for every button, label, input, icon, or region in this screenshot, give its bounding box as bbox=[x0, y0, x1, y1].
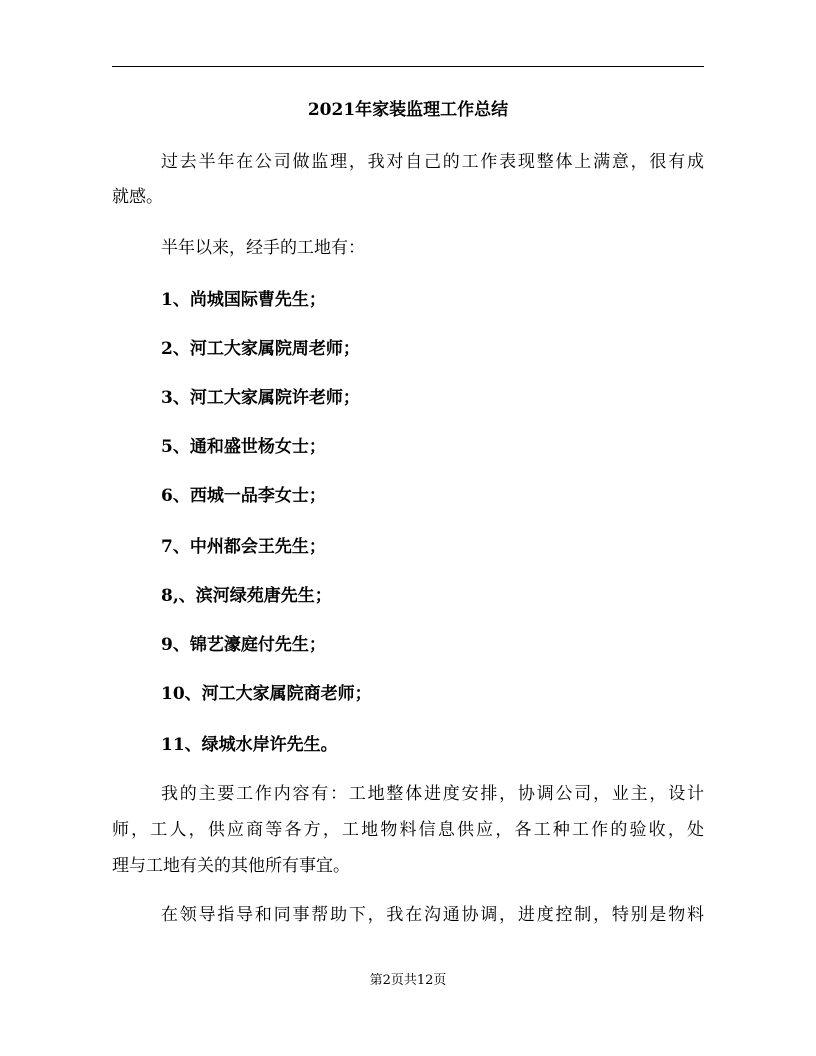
intro-paragraph-line-2: 就感。 bbox=[112, 187, 163, 207]
summary-paragraph-line-1: 在领导指导和同事帮助下，我在沟通协调，进度控制，特别是物料 bbox=[161, 905, 704, 925]
site-list-item: 9、锦艺濠庭付先生； bbox=[161, 635, 326, 655]
work-content-line-1: 我的主要工作内容有：工地整体进度安排，协调公司，业主，设计 bbox=[161, 784, 704, 804]
work-content-line-3: 理与工地有关的其他所有事宜。 bbox=[112, 856, 350, 876]
page-number: 第2页共12页 bbox=[369, 973, 447, 988]
site-list-item: 10、河工大家属院商老师； bbox=[161, 684, 372, 704]
site-list-item: 11、绿城水岸许先生。 bbox=[161, 735, 338, 755]
site-list-item: 6、西城一品李女士； bbox=[161, 486, 326, 506]
site-list-item: 3、河工大家属院许老师； bbox=[161, 388, 360, 408]
document-title: 2021年家装监理工作总结 bbox=[307, 100, 509, 120]
site-list-item: 5、通和盛世杨女士； bbox=[161, 437, 326, 457]
header-rule bbox=[112, 66, 704, 67]
site-list-item: 1、尚城国际曹先生； bbox=[161, 290, 326, 310]
intro-paragraph-line-1: 过去半年在公司做监理，我对自己的工作表现整体上满意，很有成 bbox=[161, 152, 704, 172]
site-list-item: 7、中州都会王先生； bbox=[161, 537, 326, 557]
sites-intro-text: 半年以来，经手的工地有： bbox=[161, 238, 365, 258]
site-list-item: 8,、滨河绿苑唐先生； bbox=[161, 586, 332, 606]
work-content-line-2: 师，工人，供应商等各方，工地物料信息供应，各工种工作的验收，处 bbox=[112, 820, 704, 840]
site-list-item: 2、河工大家属院周老师； bbox=[161, 339, 360, 359]
